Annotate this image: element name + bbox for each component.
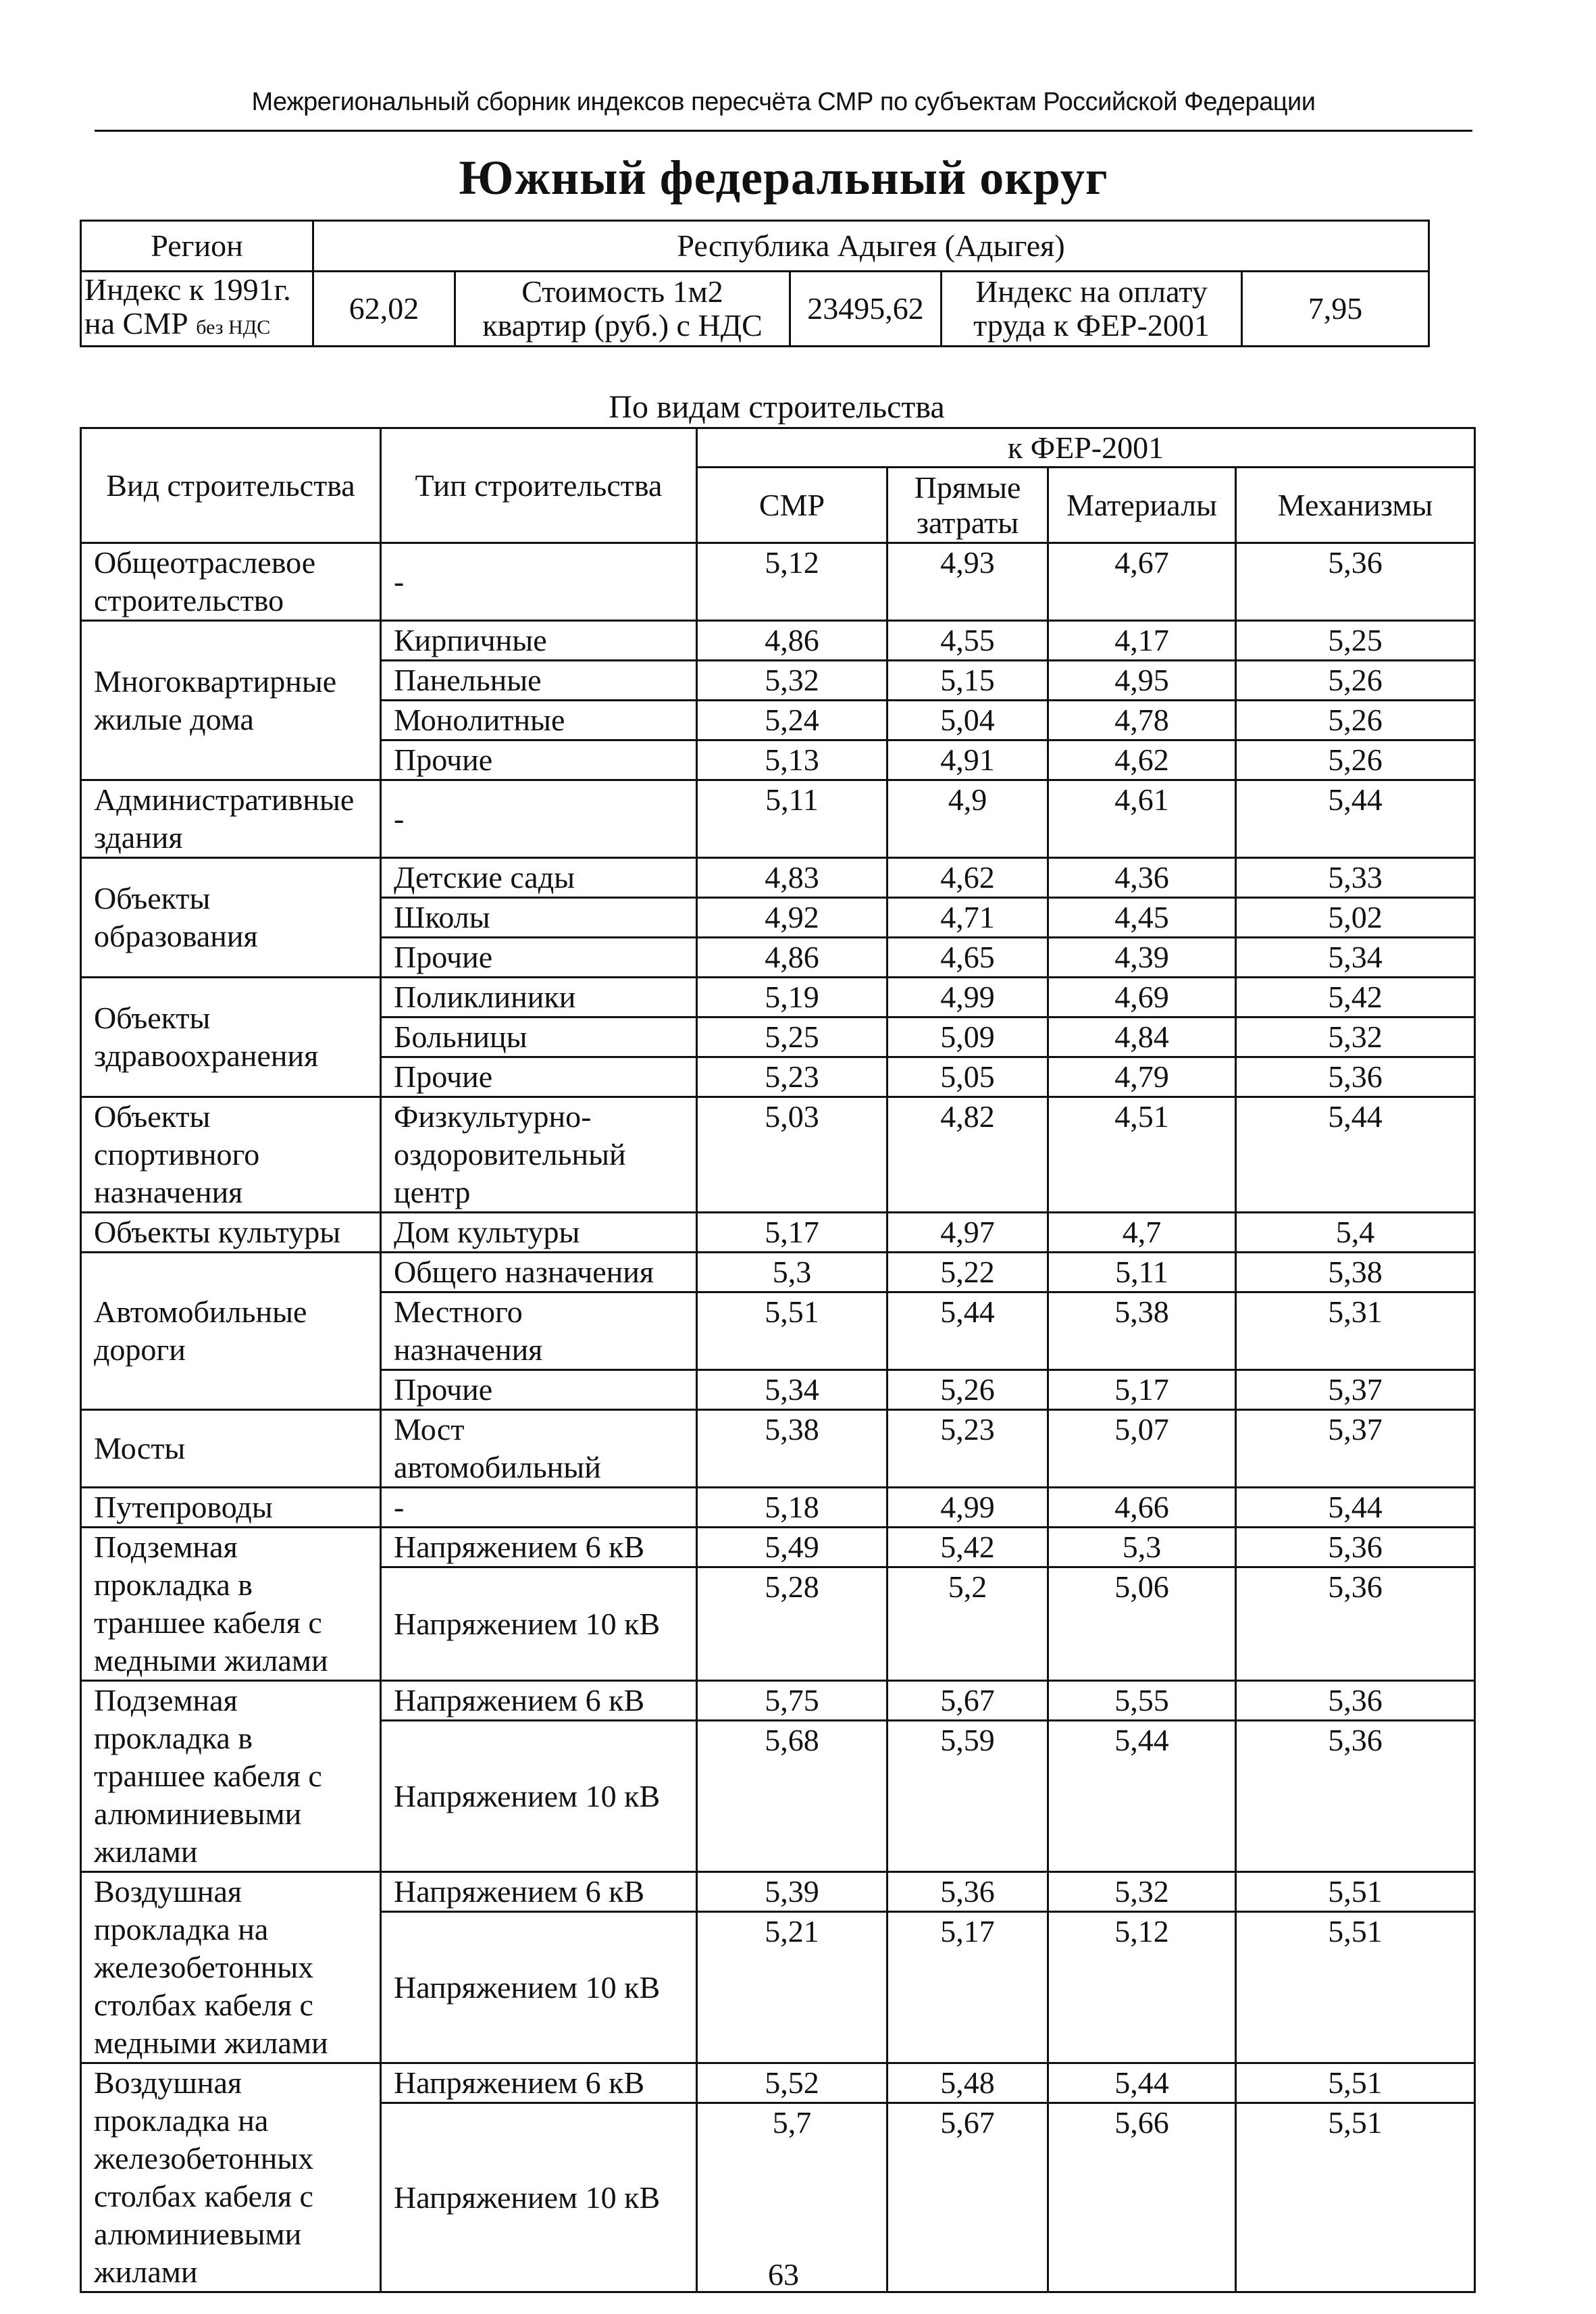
- cell-vid-line: медными жилами: [94, 1643, 328, 1678]
- summary-index-row: [81, 272, 1429, 347]
- cell-smr: 5,24: [697, 701, 887, 740]
- cell-materialy: 5,38: [1048, 1292, 1236, 1370]
- index-label-line2: на СМР: [84, 306, 188, 341]
- cell-pryamye: 5,59: [887, 1721, 1048, 1872]
- cell-tip: [381, 621, 697, 661]
- cell-materialy: 4,79: [1048, 1057, 1236, 1097]
- cell-materialy: 4,69: [1048, 978, 1236, 1017]
- cell-tip-line: Напряжением 10 кВ: [394, 2180, 661, 2215]
- cell-tip-line: назначения: [394, 1332, 543, 1367]
- index-label: [81, 272, 313, 347]
- table-row: [81, 978, 1475, 1017]
- region-label: Регион: [81, 221, 313, 272]
- region-value: Республика Адыгея (Адыгея): [313, 221, 1429, 272]
- cell-pryamye: 5,23: [887, 1410, 1048, 1488]
- cell-vid: [81, 1410, 381, 1488]
- labor-label-line2: труда к ФЕР-2001: [973, 308, 1210, 343]
- cell-pryamye: 4,9: [887, 780, 1048, 858]
- cell-vid-line: железобетонных: [94, 1950, 314, 1984]
- cell-tip: [381, 740, 697, 780]
- cell-vid: [81, 621, 381, 780]
- cell-mekhanizmy: 5,33: [1236, 858, 1475, 898]
- cell-mekhanizmy: 5,26: [1236, 701, 1475, 740]
- cell-materialy: 4,45: [1048, 898, 1236, 938]
- cell-vid-line: прокладка в: [94, 1567, 253, 1602]
- cell-vid: [81, 1528, 381, 1681]
- cell-mekhanizmy: 5,44: [1236, 1097, 1475, 1213]
- cell-materialy: 4,84: [1048, 1017, 1236, 1057]
- cell-tip-line: Напряжением 6 кВ: [394, 1874, 645, 1909]
- labor-label-line1: Индекс на оплату: [975, 274, 1208, 309]
- cell-vid-line: Административные: [94, 782, 355, 817]
- cell-pryamye: 4,82: [887, 1097, 1048, 1213]
- cell-tip-line: Напряжением 10 кВ: [394, 1606, 661, 1641]
- cell-smr: 5,3: [697, 1253, 887, 1292]
- cell-smr: 5,13: [697, 740, 887, 780]
- cell-vid-line: прокладка на: [94, 2103, 269, 2138]
- cell-vid-line: алюминиевыми: [94, 2217, 302, 2251]
- cell-tip-line: Общего назначения: [394, 1255, 654, 1289]
- cell-tip-line: Больницы: [394, 1020, 527, 1054]
- header-pryamye: [887, 468, 1048, 543]
- cell-mekhanizmy: 5,31: [1236, 1292, 1475, 1370]
- table-row: [81, 621, 1475, 661]
- cell-tip-line: -: [394, 801, 405, 836]
- table-row: [81, 780, 1475, 858]
- cell-tip-line: Прочие: [394, 1372, 493, 1407]
- cell-tip: [381, 898, 697, 938]
- cell-smr: 5,51: [697, 1292, 887, 1370]
- cell-materialy: 5,44: [1048, 1721, 1236, 1872]
- cell-tip-line: Прочие: [394, 940, 493, 974]
- cell-vid-line: Подземная: [94, 1683, 238, 1717]
- cell-mekhanizmy: 5,37: [1236, 1410, 1475, 1488]
- cell-mekhanizmy: 5,51: [1236, 1912, 1475, 2063]
- table-row: [81, 1872, 1475, 1912]
- index-label-small: без НДС: [196, 316, 271, 338]
- cell-vid-line: Объекты культуры: [94, 1215, 341, 1249]
- cell-vid-line: железобетонных: [94, 2141, 314, 2175]
- cell-pryamye: 4,97: [887, 1213, 1048, 1253]
- cell-tip: [381, 1528, 697, 1567]
- cell-tip-line: -: [394, 1490, 405, 1524]
- table-row: [81, 1528, 1475, 1567]
- cell-smr: 5,28: [697, 1567, 887, 1681]
- cell-vid-line: траншее кабеля с: [94, 1759, 322, 1793]
- cell-vid-line: дороги: [94, 1332, 186, 1367]
- table-row: [81, 2063, 1475, 2103]
- cell-mekhanizmy: 5,02: [1236, 898, 1475, 938]
- cell-tip-line: Физкультурно-: [394, 1099, 592, 1134]
- cell-tip: [381, 1488, 697, 1528]
- cell-smr: 5,12: [697, 543, 887, 621]
- cell-tip: [381, 701, 697, 740]
- cell-vid-line: Воздушная: [94, 1874, 242, 1909]
- cell-pryamye: 5,04: [887, 701, 1048, 740]
- header-pryamye-line1: Прямые: [914, 470, 1021, 505]
- summary-table: [80, 220, 1430, 347]
- cell-tip-line: Монолитные: [394, 703, 565, 737]
- cell-tip-line: Напряжением 10 кВ: [394, 1969, 661, 2005]
- cell-smr: 5,68: [697, 1721, 887, 1872]
- cell-vid-line: Автомобильные: [94, 1294, 307, 1329]
- cell-pryamye: 5,2: [887, 1567, 1048, 1681]
- cell-materialy: 4,36: [1048, 858, 1236, 898]
- cell-pryamye: 5,36: [887, 1872, 1048, 1912]
- cell-materialy: 5,55: [1048, 1681, 1236, 1721]
- cell-tip: [381, 2063, 697, 2103]
- cell-tip: [381, 780, 697, 858]
- cell-pryamye: 5,05: [887, 1057, 1048, 1097]
- header-materialy: Материалы: [1048, 468, 1236, 543]
- cell-mekhanizmy: 5,26: [1236, 661, 1475, 701]
- cell-tip: [381, 1872, 697, 1912]
- cell-mekhanizmy: 5,36: [1236, 1057, 1475, 1097]
- cell-tip: [381, 938, 697, 978]
- cost-label: [455, 272, 790, 347]
- cell-materialy: 5,11: [1048, 1253, 1236, 1292]
- cell-vid-line: жилые дома: [94, 701, 254, 736]
- cell-tip: [381, 661, 697, 701]
- cell-mekhanizmy: 5,44: [1236, 1488, 1475, 1528]
- header-mekhanizmy: Механизмы: [1236, 468, 1475, 543]
- cell-materialy: 4,66: [1048, 1488, 1236, 1528]
- cell-tip-line: Напряжением 10 кВ: [394, 1778, 661, 1813]
- cell-vid-line: Объекты: [94, 1001, 211, 1035]
- running-header: Межрегиональный сборник индексов пересчёта СМР по субъектам Российской Федерации: [251, 88, 1316, 116]
- cell-vid-line: жилами: [94, 1834, 198, 1869]
- cell-mekhanizmy: 5,37: [1236, 1370, 1475, 1410]
- header-group: к ФЕР-2001: [697, 428, 1475, 468]
- cell-tip-line: Школы: [394, 900, 490, 934]
- cell-vid: [81, 780, 381, 858]
- table-row: [81, 1213, 1475, 1253]
- table-row: [81, 1681, 1475, 1721]
- table-row: [81, 1097, 1475, 1213]
- cell-materialy: 4,95: [1048, 661, 1236, 701]
- cell-mekhanizmy: 5,51: [1236, 2063, 1475, 2103]
- header-smr: СМР: [697, 468, 887, 543]
- cell-materialy: 5,44: [1048, 2063, 1236, 2103]
- cell-vid: [81, 1681, 381, 1872]
- cell-pryamye: 5,26: [887, 1370, 1048, 1410]
- cell-tip-line: Поликлиники: [394, 980, 576, 1014]
- cell-pryamye: 5,15: [887, 661, 1048, 701]
- labor-value: 7,95: [1242, 272, 1429, 347]
- cell-smr: 5,17: [697, 1213, 887, 1253]
- cell-tip: [381, 1292, 697, 1370]
- cell-tip-line: Кирпичные: [394, 623, 547, 657]
- construction-index-table: [80, 427, 1476, 2293]
- labor-label: [942, 272, 1242, 347]
- cell-materialy: 5,06: [1048, 1567, 1236, 1681]
- cell-vid: [81, 1872, 381, 2063]
- cell-tip: [381, 543, 697, 621]
- cell-tip-line: Напряжением 6 кВ: [394, 1683, 645, 1717]
- cell-tip-line: Детские сады: [394, 860, 575, 895]
- cell-pryamye: 4,62: [887, 858, 1048, 898]
- cell-tip-line: центр: [394, 1175, 471, 1209]
- cell-tip-line: Напряжением 6 кВ: [394, 2065, 645, 2100]
- cell-tip-line: -: [394, 564, 405, 599]
- cell-pryamye: 4,65: [887, 938, 1048, 978]
- cell-vid: [81, 1253, 381, 1410]
- cell-materialy: 4,17: [1048, 621, 1236, 661]
- cell-pryamye: 4,55: [887, 621, 1048, 661]
- cell-materialy: 4,7: [1048, 1213, 1236, 1253]
- table-row: [81, 1488, 1475, 1528]
- cell-mekhanizmy: 5,51: [1236, 2103, 1475, 2292]
- cell-materialy: 5,07: [1048, 1410, 1236, 1488]
- cell-vid: [81, 978, 381, 1097]
- summary-region-row: [81, 221, 1429, 272]
- cell-smr: 5,18: [697, 1488, 887, 1528]
- cell-tip-line: автомобильный: [394, 1450, 601, 1484]
- cell-pryamye: 4,91: [887, 740, 1048, 780]
- cell-materialy: 4,61: [1048, 780, 1236, 858]
- cell-mekhanizmy: 5,36: [1236, 1567, 1475, 1681]
- cell-tip: [381, 1410, 697, 1488]
- cell-vid-line: Воздушная: [94, 2065, 242, 2100]
- table-row: [81, 1410, 1475, 1488]
- cell-tip-line: оздоровительный: [394, 1137, 626, 1172]
- cell-smr: 5,32: [697, 661, 887, 701]
- cell-pryamye: 5,17: [887, 1912, 1048, 2063]
- cell-vid-line: назначения: [94, 1175, 243, 1209]
- cell-smr: 5,52: [697, 2063, 887, 2103]
- cell-smr: 5,23: [697, 1057, 887, 1097]
- cell-mekhanizmy: 5,34: [1236, 938, 1475, 978]
- cell-mekhanizmy: 5,25: [1236, 621, 1475, 661]
- cell-pryamye: 4,93: [887, 543, 1048, 621]
- cell-vid-line: здания: [94, 820, 183, 855]
- cell-smr: 4,83: [697, 858, 887, 898]
- cell-pryamye: 4,71: [887, 898, 1048, 938]
- cell-vid-line: здравоохранения: [94, 1038, 319, 1073]
- cell-tip: [381, 1057, 697, 1097]
- header-vid: Вид строительства: [81, 428, 381, 543]
- cell-vid-line: спортивного: [94, 1137, 260, 1172]
- cell-tip: [381, 1721, 697, 1872]
- cell-vid: [81, 1213, 381, 1253]
- cell-pryamye: 5,42: [887, 1528, 1048, 1567]
- cell-tip-line: Прочие: [394, 743, 493, 777]
- cell-smr: 5,11: [697, 780, 887, 858]
- table-row: [81, 543, 1475, 621]
- cell-materialy: 5,66: [1048, 2103, 1236, 2292]
- cell-tip-line: Мост: [394, 1412, 465, 1447]
- cell-pryamye: 5,67: [887, 1681, 1048, 1721]
- cell-vid-line: Подземная: [94, 1530, 238, 1564]
- cell-materialy: 4,62: [1048, 740, 1236, 780]
- cell-smr: 5,03: [697, 1097, 887, 1213]
- cell-mekhanizmy: 5,4: [1236, 1213, 1475, 1253]
- page-title: Южный федеральный округ: [459, 151, 1108, 205]
- cell-vid-line: столбах кабеля с: [94, 1988, 313, 2022]
- cell-vid-line: Мосты: [94, 1431, 186, 1465]
- cell-mekhanizmy: 5,36: [1236, 1681, 1475, 1721]
- cell-materialy: 4,67: [1048, 543, 1236, 621]
- cell-vid-line: прокладка на: [94, 1912, 269, 1946]
- cell-materialy: 5,32: [1048, 1872, 1236, 1912]
- header-rule: [95, 130, 1472, 132]
- table-row: [81, 858, 1475, 898]
- header-tip: Тип строительства: [381, 428, 697, 543]
- cell-tip-line: Панельные: [394, 663, 542, 697]
- cell-tip: [381, 1370, 697, 1410]
- cell-vid-line: Общеотраслевое: [94, 545, 316, 580]
- cell-tip: [381, 1912, 697, 2063]
- cell-vid-line: траншее кабеля с: [94, 1605, 322, 1640]
- cell-tip: [381, 1567, 697, 1681]
- table-subtitle: По видам строительства: [609, 389, 945, 425]
- cell-smr: 5,34: [697, 1370, 887, 1410]
- cell-tip: [381, 1097, 697, 1213]
- header-row-1: [81, 428, 1475, 468]
- cell-materialy: 5,12: [1048, 1912, 1236, 2063]
- cell-smr: 5,39: [697, 1872, 887, 1912]
- cell-tip: [381, 1681, 697, 1721]
- cell-smr: 5,25: [697, 1017, 887, 1057]
- cell-tip-line: Дом культуры: [394, 1215, 580, 1249]
- cell-materialy: 5,17: [1048, 1370, 1236, 1410]
- cell-vid-line: Путепроводы: [94, 1490, 273, 1524]
- cell-vid: [81, 1097, 381, 1213]
- cost-label-line2: квартир (руб.) с НДС: [482, 308, 763, 343]
- cell-pryamye: 4,99: [887, 1488, 1048, 1528]
- cell-mekhanizmy: 5,38: [1236, 1253, 1475, 1292]
- table-row: [81, 1253, 1475, 1292]
- cost-value: 23495,62: [790, 272, 942, 347]
- cell-mekhanizmy: 5,36: [1236, 543, 1475, 621]
- cell-smr: 5,19: [697, 978, 887, 1017]
- cell-tip: [381, 1213, 697, 1253]
- index-label-line1: Индекс к 1991г.: [84, 272, 291, 307]
- cell-vid-line: столбах кабеля с: [94, 2179, 313, 2213]
- cell-vid-line: Многоквартирные: [94, 663, 337, 699]
- cell-mekhanizmy: 5,32: [1236, 1017, 1475, 1057]
- cell-pryamye: 5,67: [887, 2103, 1048, 2292]
- cost-label-line1: Стоимость 1м2: [521, 274, 723, 309]
- page-number: 63: [768, 2257, 799, 2292]
- index-value: 62,02: [313, 272, 455, 347]
- cell-smr: 5,7: [697, 2103, 887, 2292]
- cell-mekhanizmy: 5,26: [1236, 740, 1475, 780]
- cell-materialy: 5,3: [1048, 1528, 1236, 1567]
- cell-smr: 5,75: [697, 1681, 887, 1721]
- cell-mekhanizmy: 5,36: [1236, 1721, 1475, 1872]
- cell-smr: 5,21: [697, 1912, 887, 2063]
- cell-tip: [381, 978, 697, 1017]
- cell-smr: 4,92: [697, 898, 887, 938]
- cell-vid: [81, 543, 381, 621]
- cell-pryamye: 5,48: [887, 2063, 1048, 2103]
- cell-tip-line: Напряжением 6 кВ: [394, 1530, 645, 1564]
- cell-smr: 4,86: [697, 621, 887, 661]
- cell-pryamye: 5,44: [887, 1292, 1048, 1370]
- cell-tip: [381, 1017, 697, 1057]
- cell-vid: [81, 858, 381, 978]
- cell-smr: 5,49: [697, 1528, 887, 1567]
- cell-vid-line: строительство: [94, 583, 284, 618]
- cell-vid-line: жилами: [94, 2255, 198, 2289]
- cell-tip: [381, 858, 697, 898]
- cell-tip-line: Прочие: [394, 1059, 493, 1094]
- header-pryamye-line2: затраты: [916, 505, 1019, 540]
- cell-mekhanizmy: 5,42: [1236, 978, 1475, 1017]
- cell-smr: 4,86: [697, 938, 887, 978]
- cell-vid-line: медными жилами: [94, 2026, 328, 2060]
- cell-vid-line: Объекты: [94, 1099, 211, 1134]
- cell-vid-line: прокладка в: [94, 1721, 253, 1755]
- cell-pryamye: 5,22: [887, 1253, 1048, 1292]
- cell-materialy: 4,39: [1048, 938, 1236, 978]
- cell-tip: [381, 1253, 697, 1292]
- cell-vid-line: образования: [94, 919, 258, 953]
- cell-smr: 5,38: [697, 1410, 887, 1488]
- cell-mekhanizmy: 5,44: [1236, 780, 1475, 858]
- cell-pryamye: 4,99: [887, 978, 1048, 1017]
- cell-materialy: 4,51: [1048, 1097, 1236, 1213]
- cell-tip-line: Местного: [394, 1294, 523, 1329]
- cell-materialy: 4,78: [1048, 701, 1236, 740]
- cell-vid: [81, 1488, 381, 1528]
- cell-mekhanizmy: 5,36: [1236, 1528, 1475, 1567]
- cell-mekhanizmy: 5,51: [1236, 1872, 1475, 1912]
- cell-pryamye: 5,09: [887, 1017, 1048, 1057]
- cell-vid-line: Объекты: [94, 881, 211, 915]
- cell-vid-line: алюминиевыми: [94, 1796, 302, 1831]
